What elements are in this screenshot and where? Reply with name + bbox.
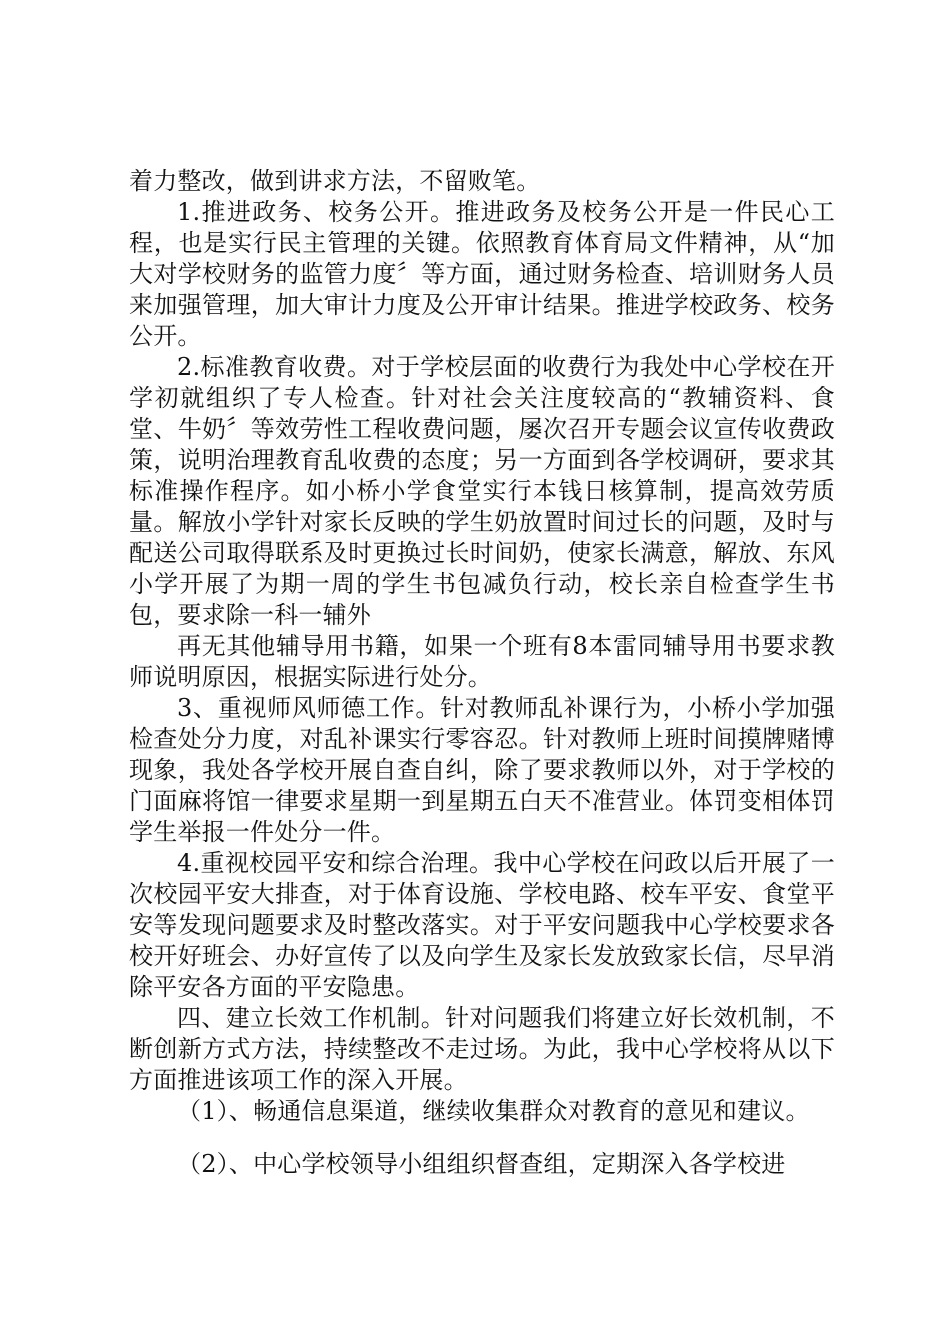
document-body — [129, 166, 835, 1180]
paragraph-item-2-continued: 再无其他辅导用书籍，如果一个班有8本雷同辅导用书要求教师说明原因，根据实际进行处分。 — [129, 632, 835, 691]
paragraph-subitem-1: （1）、畅通信息渠道，继续收集群众对教育的意见和建议。 — [177, 1097, 810, 1125]
paragraph-item-1: 1.推进政务、校务公开。推进政务及校务公开是一件民心工程，也是实行民主管理的关键。依照教育体育局文件精神，从“加大对学校财务的监管力度〞等方面，通过财务检查、培训财务人员来加强管理，加大审计力度及公开审计结果。推进学校政务、校务公开。 — [129, 198, 835, 350]
paragraph-item-4: 4.重视校园平安和综合治理。我中心学校在问政以后开展了一次校园平安大排查，对于体育设施、学校电路、校车平安、食堂平安等发现问题要求及时整改落实。对于平安问题我中心学校要求各校开好班会、办好宣传了以及向学生及家长发放致家长信，尽早消除平安各方面的平安隐患。 — [129, 849, 835, 1001]
paragraph-item-2: 2.标准教育收费。对于学校层面的收费行为我处中心学校在开学初就组织了专人检查。针对社会关注度较高的“教辅资料、食堂、牛奶〞等效劳性工程收费问题，屡次召开专题会议宣传收费政策，说明治理教育乱收费的态度；另一方面到各学校调研，要求其标准操作程序。如小桥小学食堂实行本钱日核算制，提高效劳质量。解放小学针对家长反映的学生奶放置时间过长的问题，及时与配送公司取得联系及时更换过长时间奶，使家长满意，解放、东风小学开展了为期一周的学生书包减负行动，校长亲自检查学生书包，要求除一科一辅外 — [129, 353, 835, 629]
paragraph-intro: 着力整改，做到讲求方法，不留败笔。 — [129, 167, 541, 195]
paragraph-subitem-2: （2）、中心学校领导小组组织督查组，定期深入各学校进 — [177, 1150, 786, 1178]
paragraph-item-3: 3、重视师风师德工作。针对教师乱补课行为，小桥小学加强检查处分力度，对乱补课实行零容忍。针对教师上班时间摸牌赌博现象，我处各学校开展自查自纠，除了要求教师以外，对于学校的门面麻将馆一律要求星期一到星期五白天不准营业。体罚变相体罚学生举报一件处分一件。 — [129, 694, 835, 846]
paragraph-section-four: 四、建立长效工作机制。针对问题我们将建立好长效机制，不断创新方式方法，持续整改不走过场。为此，我中心学校将从以下方面推进该项工作的深入开展。 — [129, 1004, 835, 1094]
